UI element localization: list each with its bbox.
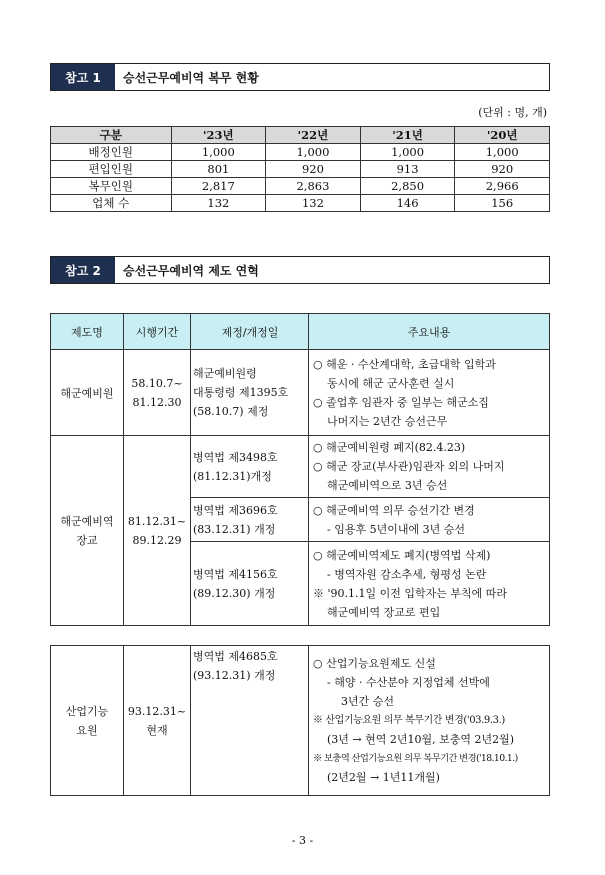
law-line: (81.12.31)개정	[193, 469, 272, 483]
period-start: 81.12.31~	[127, 514, 187, 528]
law-cell	[191, 436, 309, 498]
table-cell: 801	[171, 161, 266, 178]
content-cell	[309, 350, 550, 436]
system-name-line: 장교	[76, 533, 98, 547]
content-line: ○ 산업기능요원제도 신설	[313, 657, 436, 670]
table-cell: 배정인원	[51, 144, 172, 161]
period-start: 93.12.31~	[127, 704, 187, 718]
content-cell	[309, 542, 550, 626]
law-cell	[191, 350, 309, 436]
table-cell: 1,000	[360, 144, 455, 161]
table-cell: 2,863	[266, 178, 361, 195]
column-header: 시행기간	[124, 314, 191, 350]
history-table	[50, 313, 550, 626]
ref2-tag: 참고 2	[51, 257, 115, 283]
column-header: 제도명	[51, 314, 124, 350]
table-header-row	[51, 127, 550, 144]
page-number: - 3 -	[291, 834, 314, 847]
table-cell: 132	[266, 195, 361, 212]
content-line: 해군예비역으로 3년 승선	[327, 479, 448, 492]
law-cell	[191, 542, 309, 626]
ref1-title: 승선근무예비역 복무 현황	[123, 70, 259, 85]
period-end: 89.12.29	[132, 533, 182, 547]
ref2-header	[50, 256, 550, 284]
law-line: (93.12.31) 개정	[193, 669, 276, 682]
law-cell	[191, 498, 309, 542]
period-cell	[124, 646, 191, 796]
system-name-line: 해군예비역	[60, 514, 114, 528]
table-cell: 2,817	[171, 178, 266, 195]
column-header: 주요내용	[309, 314, 550, 350]
column-header: 제정/개정일	[191, 314, 309, 350]
table-row	[51, 161, 550, 178]
content-line: - 임용후 5년이내에 3년 승선	[327, 522, 465, 536]
table-cell: 146	[360, 195, 455, 212]
system-name: 해군예비원	[51, 350, 124, 436]
table-row	[51, 350, 550, 436]
column-header: '23년	[171, 127, 266, 144]
content-line: ※ 산업기능요원 의무 복무기간 변경('03.9.3.)	[313, 715, 505, 726]
system-name-line: 산업기능	[65, 704, 109, 718]
system-name	[51, 646, 124, 796]
unit-note: (단위 : 명, 개)	[478, 106, 547, 119]
table-cell: 920	[266, 161, 361, 178]
table-cell: 1,000	[171, 144, 266, 161]
content-line: ○ 해군예비원령 폐지(82.4.23)	[313, 441, 466, 454]
content-line: 해군예비역 장교로 편입	[327, 605, 441, 619]
content-cell	[309, 646, 550, 796]
table-cell: 920	[455, 161, 550, 178]
content-cell	[309, 436, 550, 498]
table-cell: 업체 수	[51, 195, 172, 212]
law-line: (89.12.30) 개정	[193, 586, 276, 600]
table-cell: 1,000	[266, 144, 361, 161]
table-row	[51, 646, 550, 796]
content-line: 동시에 해군 군사훈련 실시	[327, 376, 455, 390]
period-cell	[124, 436, 191, 626]
period-end: 81.12.30	[132, 395, 182, 409]
period-end: 현재	[146, 723, 168, 737]
table-row	[51, 195, 550, 212]
content-line: ※ 보충역 산업기능요원 의무 복무기간 변경('18.10.1.)	[313, 753, 518, 764]
content-line: ※ '90.1.1일 이전 입학자는 부칙에 따라	[313, 586, 508, 600]
content-cell	[309, 498, 550, 542]
law-line: (83.12.31) 개정	[193, 522, 276, 536]
law-line: 병역법 제3498호	[193, 450, 278, 464]
law-line: 병역법 제4156호	[193, 567, 278, 581]
table-row	[51, 144, 550, 161]
table-cell: 156	[455, 195, 550, 212]
period-start: 58.10.7~	[131, 376, 183, 390]
column-header: 구분	[51, 127, 172, 144]
law-line: 대통령령 제1395호	[193, 386, 289, 399]
ref1-tag: 참고 1	[51, 64, 115, 90]
ref1-header	[50, 63, 550, 91]
content-line: ○ 해군예비역제도 폐지(병역법 삭제)	[313, 548, 491, 562]
content-line: ○ 졸업후 임관자 중 일부는 해군소집	[313, 395, 489, 409]
table-cell: 1,000	[455, 144, 550, 161]
content-line: 나머지는 2년간 승선근무	[327, 414, 448, 428]
content-line: - 해양 · 수산분야 지정업체 선박에	[327, 676, 490, 689]
table-header-row	[51, 314, 550, 350]
law-cell	[191, 646, 309, 796]
content-line: (2년2월 → 1년11개월)	[327, 771, 440, 784]
table-cell: 복무인원	[51, 178, 172, 195]
table-cell: 편입인원	[51, 161, 172, 178]
system-name	[51, 436, 124, 626]
column-header: '20년	[455, 127, 550, 144]
table-cell: 913	[360, 161, 455, 178]
column-header: '21년	[360, 127, 455, 144]
table-row	[51, 436, 550, 498]
table-row	[51, 178, 550, 195]
content-line: 3년간 승선	[341, 695, 394, 708]
table-cell: 132	[171, 195, 266, 212]
status-table	[50, 126, 550, 212]
ref2-title: 승선근무예비역 제도 연혁	[123, 263, 259, 278]
system-name-line: 요원	[76, 723, 98, 737]
law-line: (58.10.7) 제정	[193, 405, 269, 418]
content-line: - 병역자원 감소추세, 형평성 논란	[327, 567, 487, 581]
law-line: 해군예비원령	[193, 367, 257, 380]
column-header: '22년	[266, 127, 361, 144]
content-line: (3년 → 현역 2년10월, 보충역 2년2월)	[327, 733, 515, 746]
history-table-continued	[50, 645, 550, 796]
content-line: ○ 해군예비역 의무 승선기간 변경	[313, 503, 475, 517]
table-cell: 2,966	[455, 178, 550, 195]
period-cell	[124, 350, 191, 436]
law-line: 병역법 제3696호	[193, 503, 278, 517]
content-line: ○ 해운 · 수산계대학, 초급대학 입학과	[313, 357, 496, 371]
content-line: ○ 해군 장교(부사관)임관자 외의 나머지	[313, 460, 505, 473]
table-cell: 2,850	[360, 178, 455, 195]
law-line: 병역법 제4685호	[193, 650, 278, 663]
